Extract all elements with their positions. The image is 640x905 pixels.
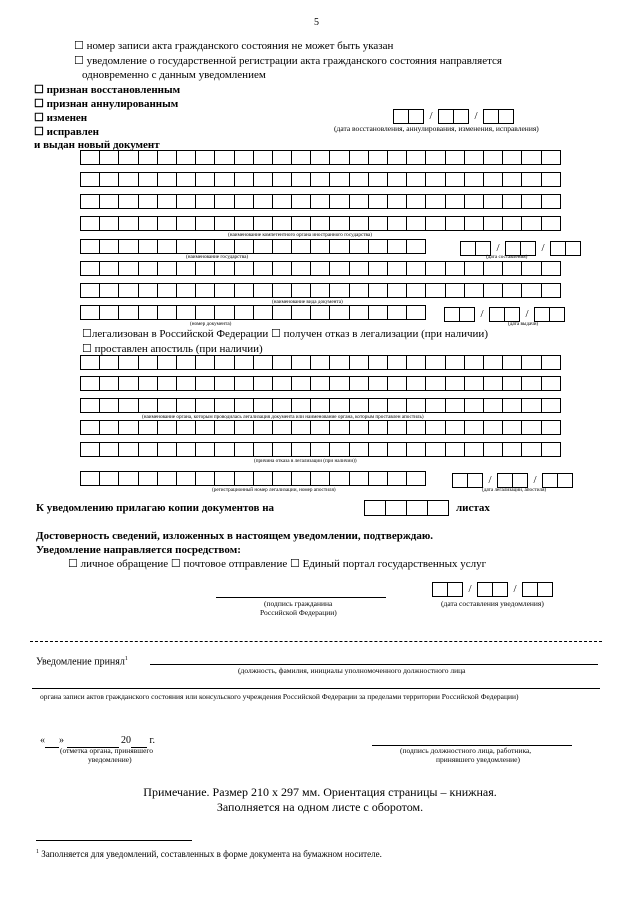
issue-date-caption: (дата выдачи) [508, 321, 539, 327]
received-position-line[interactable] [150, 664, 598, 665]
reg-number-caption: (регистрационный номер легализации, номер апостиля) [212, 487, 336, 493]
option-registration-notice[interactable]: ☐ уведомление о государственной регистрации акта гражданского состояния направляется [74, 55, 502, 67]
doc-number-row[interactable] [80, 305, 425, 320]
received-org-caption: органа записи актов гражданского состояния или консульского учреждения Российской Федерации за пределами территории Российской Федерации) [40, 692, 519, 701]
reg-number-row[interactable] [80, 471, 425, 486]
received-position-caption: (должность, фамилия, инициалы уполномоченного должностного лица [238, 666, 466, 675]
new-document-label: и выдан новый документ [34, 139, 160, 151]
legalization-options[interactable]: ☐легализован в Российской Федерации ☐ получен отказ в легализации (при наличии) [82, 328, 488, 340]
legal-date-caption: (дата легализации, апостиля) [482, 487, 547, 493]
status-restored[interactable]: ☐ признан восстановленным [34, 84, 181, 96]
delivery-method-label: Уведомление направляется посредством: [36, 544, 241, 556]
applicant-signature-caption-2: Российской Федерации) [260, 608, 337, 617]
state-row[interactable] [80, 239, 425, 254]
sheets-count-input[interactable] [364, 500, 448, 516]
option-registration-notice-cont: одновременно с данным уведомлением [82, 69, 266, 81]
status-corrected[interactable]: ☐ исправлен [34, 126, 99, 138]
doc-date-input[interactable]: / / [460, 239, 581, 257]
refusal-row-2[interactable] [80, 442, 560, 457]
legal-date-input[interactable]: / / [452, 471, 573, 489]
issue-date-input[interactable]: / / [444, 305, 565, 323]
refusal-caption: (причина отказа в легализации (при наличии)) [254, 458, 357, 464]
footnote-separator [36, 840, 192, 841]
page-number: 5 [314, 17, 319, 28]
stamp-caption-1: (отметка органа, принявшего [60, 746, 154, 755]
status-date-input[interactable]: / / [393, 107, 514, 125]
authority-row-1[interactable] [80, 150, 560, 165]
doc-date-caption: (дата составления) [486, 254, 528, 260]
org-row-1[interactable] [80, 355, 560, 370]
delivery-method-options[interactable]: ☐ личное обращение ☐ почтовое отправление ☐ Единый портал государственных услуг [68, 558, 487, 570]
authority-row-2[interactable] [80, 172, 560, 187]
doc-number-caption: (номер документа) [190, 321, 232, 327]
received-label: Уведомление принял$^1$ [36, 656, 128, 668]
stamp-caption-2: уведомление) [88, 755, 132, 764]
org-caption: (наименование органа, которым проводилась легализация документа или наименование органа, которым проставлен апостиль) [142, 414, 424, 420]
official-signature-caption-1: (подпись должностного лица, работника, [400, 746, 532, 755]
confirm-text: Достоверность сведений, изложенных в настоящем уведомлении, подтверждаю. [36, 530, 434, 542]
official-signature-caption-2: принявшего уведомление) [436, 755, 520, 764]
separator-line [30, 641, 602, 642]
status-date-caption: (дата восстановления, аннулирования, изменения, исправления) [334, 124, 539, 133]
org-row-2[interactable] [80, 376, 560, 391]
apostille-option[interactable]: ☐ проставлен апостиль (при наличии) [82, 343, 263, 355]
status-annulled[interactable]: ☐ признан аннулированным [34, 98, 179, 110]
applicant-signature-caption-1: (подпись гражданина [264, 599, 333, 608]
attachments-label: К уведомлению прилагаю копии документов на [36, 502, 275, 514]
note-line-2: Заполняется на одном листе с оборотом. [216, 800, 424, 814]
state-caption: (наименование государства) [186, 254, 249, 260]
authority-caption: (наименование компетентного органа иностранного государства) [228, 232, 372, 238]
refusal-row-1[interactable] [80, 420, 560, 435]
applicant-signature-line[interactable] [216, 597, 386, 598]
option-no-record-number[interactable]: ☐ номер записи акта гражданского состояния не может быть указан [74, 40, 394, 52]
doc-type-row-2[interactable] [80, 283, 560, 298]
doc-type-row-1[interactable] [80, 261, 560, 276]
stamp-date[interactable]: « » 20 г. [40, 735, 155, 746]
sheets-label: листах [456, 502, 490, 514]
org-row-3[interactable] [80, 398, 560, 413]
notice-date-input[interactable]: / / [432, 580, 553, 598]
footnote: $^1$ Заполняется для уведомлений, составленных в форме документа на бумажном носителе. [36, 849, 382, 859]
authority-row-3[interactable] [80, 194, 560, 209]
notice-date-caption: (дата составления уведомления) [441, 599, 544, 608]
authority-row-4[interactable] [80, 216, 560, 231]
doc-type-caption: (наименование вида документа) [272, 299, 343, 305]
note-line-1: Примечание. Размер 210 х 297 мм. Ориентация страницы – книжная. [143, 785, 497, 799]
status-changed[interactable]: ☐ изменен [34, 112, 88, 124]
received-org-line[interactable] [32, 688, 600, 689]
